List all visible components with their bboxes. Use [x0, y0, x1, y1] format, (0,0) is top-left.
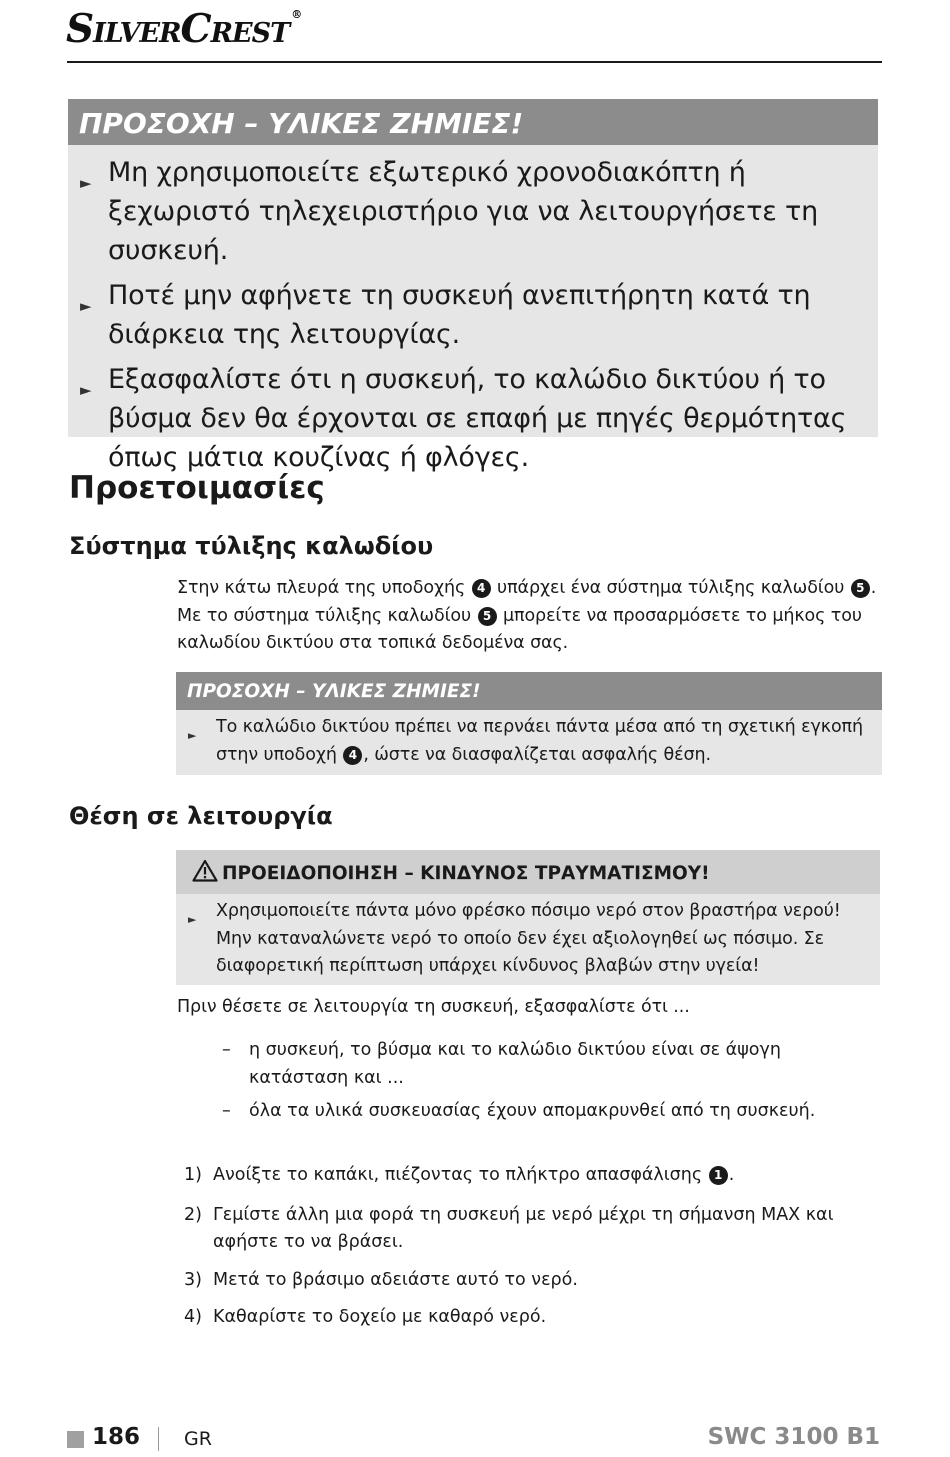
registered-mark: ®: [291, 8, 302, 21]
page-number: 186: [92, 1424, 141, 1450]
caution-box-title: ΠΡΟΣΟΧΗ – ΥΛΙΚΕΣ ΖΗΜΙΕΣ!: [68, 99, 878, 145]
caution-item: [80, 276, 868, 354]
caution-item: [80, 153, 868, 270]
ref-number-icon: 5: [851, 579, 870, 598]
caution-item-text: Ποτέ μην αφήνετε τη συσκευή ανεπιτήρητη κατά τη διάρκεια της λειτουργίας.: [108, 280, 811, 350]
caution-item-text: Εξασφαλίστε ότι η συσκευή, το καλώδιο δικτύου ή το βύσμα δεν θα έρχονται σε επαφή με πηγές θερμότητας όπως μάτια κουζίνας ή φλόγες.: [108, 364, 847, 473]
ref-number-icon: 4: [343, 746, 362, 765]
triangle-bullet-icon: ►: [188, 913, 197, 926]
footer-divider: [158, 1427, 159, 1451]
warning-item: ► Χρησιμοποιείτε πάντα μόνο φρέσκο πόσιμο νερό στον βραστήρα νερού! Μην καταναλώνετε νερό το οποίο δεν έχει αξιολογηθεί ως πόσιμο. Σε διαφορετική περίπτωση υπάρχει κίνδυνος βλαβών στην υγεία!: [188, 901, 841, 976]
steps-list: [184, 1162, 882, 1332]
warning-box-injury: [176, 850, 880, 985]
caution-item-text: Μη χρησιμοποιείτε εξωτερικό χρονοδιακόπτη ή ξεχωριστό τηλεχειριστήριο για να λειτουργήσετε τη συσκευή.: [108, 157, 818, 266]
section-title: Προετοιμασίες: [69, 470, 325, 506]
step-item: 2) Γεμίστε άλλη μια φορά τη συσκευή με νερό μέχρι τη σήμανση MAX και αφήστε το να βράσει.: [184, 1204, 834, 1252]
warning-triangle-icon: [192, 859, 218, 882]
footer-square-icon: [67, 1431, 84, 1448]
operation-heading: Θέση σε λειτουργία: [69, 802, 333, 830]
caution-item: [80, 360, 868, 477]
triangle-bullet-icon: ►: [80, 381, 92, 399]
cord-storage-heading: Σύστημα τύλιξης καλωδίου: [69, 532, 434, 560]
triangle-bullet-icon: ►: [80, 297, 92, 315]
ref-number-icon: 4: [472, 579, 491, 598]
triangle-bullet-icon: ►: [80, 174, 92, 192]
step-item: 3) Μετά το βράσιμο αδειάστε αυτό το νερό.: [184, 1269, 578, 1290]
precondition-list: [222, 1037, 882, 1132]
ref-number-icon: 1: [709, 1166, 728, 1185]
ref-number-icon: 5: [478, 607, 497, 626]
step-item: 4) Καθαρίστε το δοχείο με καθαρό νερό.: [184, 1307, 547, 1327]
precondition-item: – όλα τα υλικά συσκευασίας έχουν απομακρυνθεί από τη συσκευή.: [222, 1101, 816, 1121]
caution-box-material-damage: [68, 99, 878, 473]
language-code: GR: [184, 1428, 212, 1450]
caution-box-cord: [176, 672, 882, 775]
caution-list: [68, 145, 878, 477]
brand-name: SilverCrest: [66, 6, 290, 52]
caution-item: ► Το καλώδιο δικτύου πρέπει να περνάει πάντα μέσα από τη σχετική εγκοπή στην υποδοχή 4 , ώστε να διασφαλίζεται ασφαλής θέση.: [188, 717, 863, 765]
operation-intro: Πριν θέσετε σε λειτουργία τη συσκευή, εξασφαλίστε ότι ...: [177, 997, 690, 1017]
cord-storage-paragraph: Στην κάτω πλευρά της υποδοχής 4 υπάρχει ένα σύστημα τύλιξης καλωδίου 5 . Με το σύστημα τύλιξης καλωδίου 5 μπορείτε να προσαρμόσετε το μήκος του καλωδίου δικτύου στα τοπικά δεδομένα σας.: [177, 578, 877, 653]
brand-logo: [66, 6, 301, 52]
header-divider: [67, 61, 882, 63]
model-number: SWC 3100 B1: [707, 1424, 880, 1450]
precondition-item: – η συσκευή, το βύσμα και το καλώδιο δικτύου είναι σε άψογη κατάσταση και ...: [222, 1040, 781, 1088]
warning-box-title: ΠΡΟΕΙΔΟΠΟΙΗΣΗ – ΚΙΝΔΥΝΟΣ ΤΡΑΥΜΑΤΙΣΜΟΥ!: [176, 850, 880, 894]
triangle-bullet-icon: ►: [188, 729, 197, 742]
caution-box-title: ΠΡΟΣΟΧΗ – ΥΛΙΚΕΣ ΖΗΜΙΕΣ!: [176, 672, 882, 710]
step-item: 1) Ανοίξτε το καπάκι, πιέζοντας το πλήκτρο απασφάλισης 1 .: [184, 1165, 735, 1185]
